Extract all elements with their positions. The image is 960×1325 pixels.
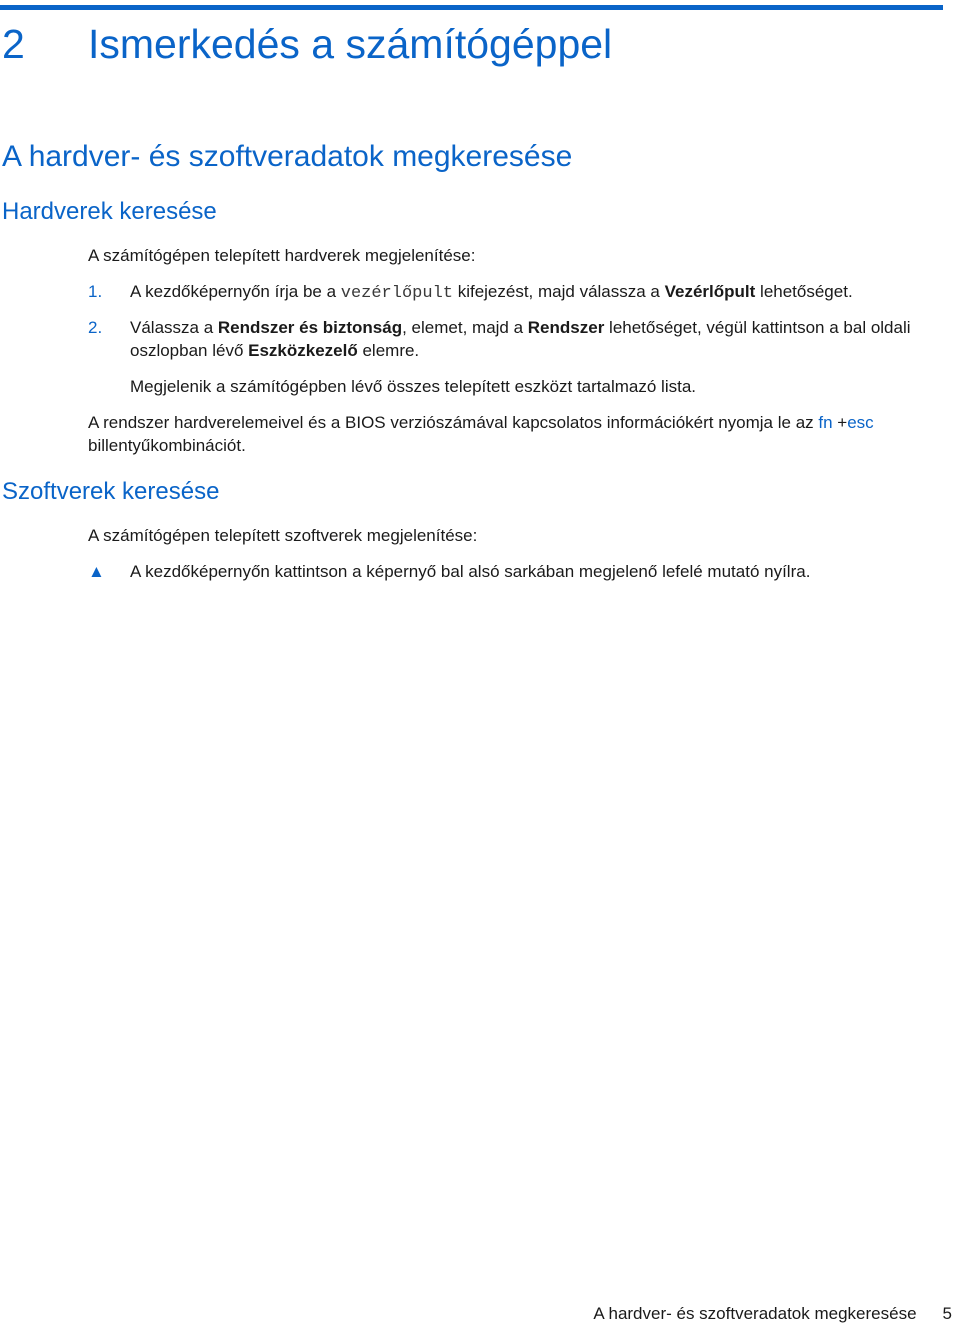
ui-term-control-panel: Vezérlőpult xyxy=(664,282,756,301)
hardware-result: Megjelenik a számítógépben lévő összes telepített eszközt tartalmazó lista. xyxy=(130,377,697,396)
step-text-part: elemre. xyxy=(357,341,420,360)
step-number: 1. xyxy=(88,282,103,301)
step-number: 2. xyxy=(88,318,103,337)
chapter-top-rule xyxy=(0,5,943,10)
step-text xyxy=(130,280,938,305)
hardware-intro: A számítógépen telepített hardverek megjelenítése: xyxy=(88,246,476,265)
page-footer xyxy=(593,1303,952,1325)
hardware-step-2 xyxy=(88,316,938,362)
ui-term-system-security: Rendszer és biztonság xyxy=(217,318,403,337)
hardware-step-1 xyxy=(88,280,938,305)
step-text-part: lehetőséget, végül kattintson a bal oldali oszlopban lévő xyxy=(130,318,911,360)
triangle-bullet-icon: ▲ xyxy=(88,562,105,581)
step-text-part: lehetőséget. xyxy=(755,282,853,301)
paragraph-text-part: + xyxy=(832,413,848,432)
software-step xyxy=(88,560,938,583)
chapter-title xyxy=(2,18,612,70)
chapter-title-text: Ismerkedés a számítógéppel xyxy=(88,21,613,67)
ui-term-system: Rendszer xyxy=(527,318,605,337)
key-esc: esc xyxy=(847,413,874,432)
paragraph-text-part: billentyűkombinációt. xyxy=(88,436,246,455)
paragraph-text-part: A rendszer hardverelemeivel és a BIOS verziószámával kapcsolatos információkért nyomja le az xyxy=(88,413,819,432)
step-text-part: kifejezést, majd válassza a xyxy=(452,282,665,301)
section-title: A hardver- és szoftveradatok megkeresése xyxy=(2,140,573,173)
ui-term-device-manager: Eszközkezelő xyxy=(248,341,358,360)
hardware-subsection-title: Hardverek keresése xyxy=(2,198,217,225)
typed-command: vezérlőpult xyxy=(340,284,453,303)
step-text xyxy=(130,316,938,362)
step-text-part: A kezdőképernyőn írja be a xyxy=(130,282,341,301)
step-text-part: , elemet, majd a xyxy=(402,318,528,337)
bios-info-paragraph xyxy=(88,411,938,457)
page-number: 5 xyxy=(942,1304,952,1323)
footer-section-title: A hardver- és szoftveradatok megkeresése xyxy=(593,1304,917,1323)
software-subsection-title: Szoftverek keresése xyxy=(2,478,220,505)
chapter-number: 2 xyxy=(2,21,25,67)
key-fn: fn xyxy=(818,413,833,432)
software-intro: A számítógépen telepített szoftverek megjelenítése: xyxy=(88,526,478,545)
step-text-part: Válassza a xyxy=(130,318,218,337)
step-text: A kezdőképernyőn kattintson a képernyő bal alsó sarkában megjelenő lefelé mutató nyílra. xyxy=(130,562,811,581)
